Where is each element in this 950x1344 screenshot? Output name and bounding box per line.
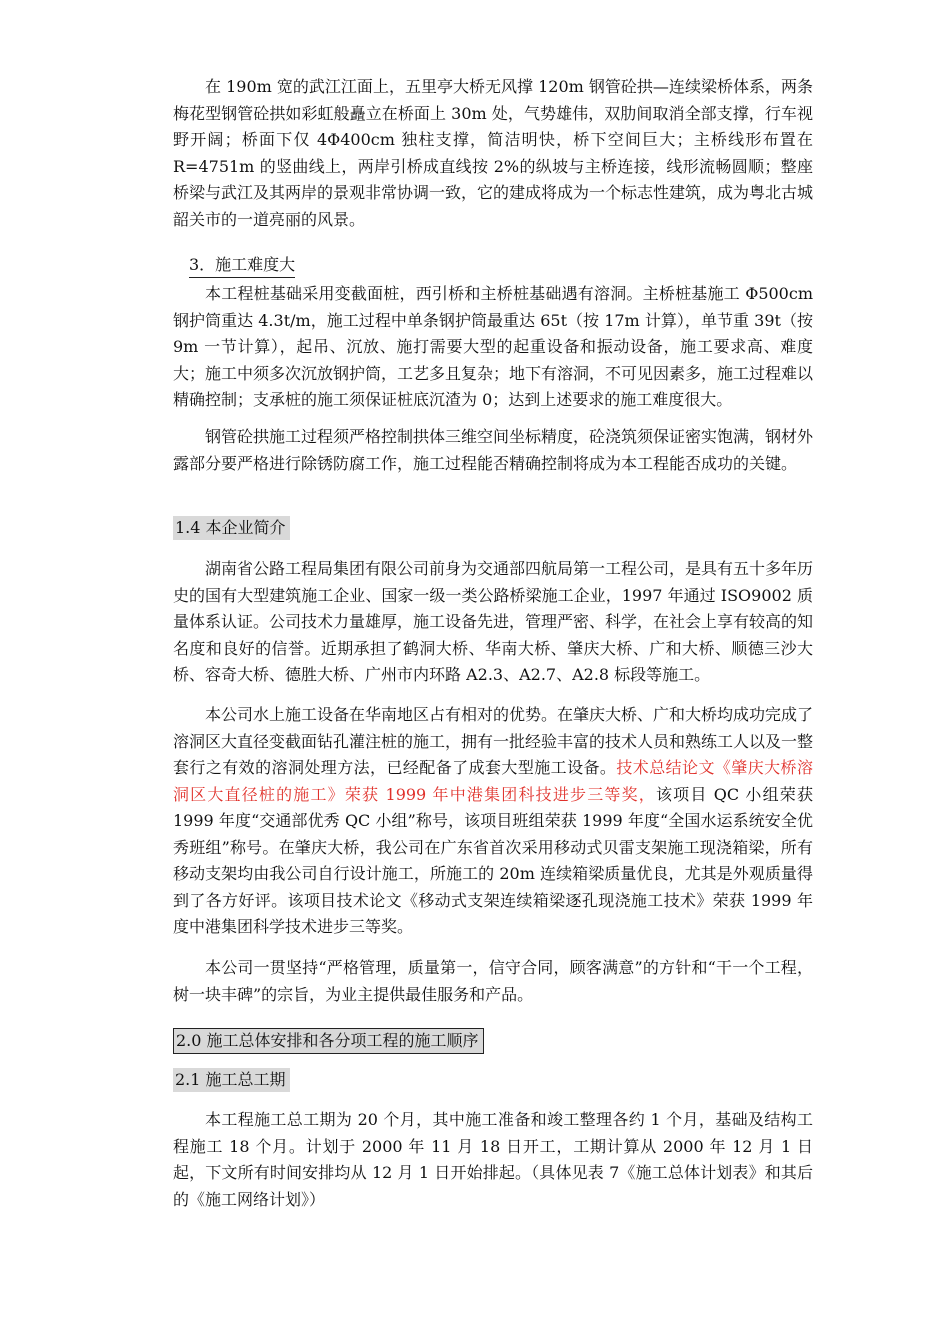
paragraph-bridge-description: 在 190m 宽的武江江面上，五里亭大桥无风撑 120m 钢管砼拱—连续梁桥体系，两条梅花型钢管砼拱如彩虹般矗立在桥面上 30m 处，气势雄伟，双肋间取消全部支撑，行车视野开阔；桥面下仅 4Φ400cm 独柱支撑，简洁明快，桥下空间巨大；主桥线形布置在 R=4751m 的竖曲线上，两岸引桥成直线按 2%的纵坡与主桥连接，线形流畅圆顺；整座桥梁与武江及其两岸的景观非常协调一致，它的建成将成为一个标志性建筑，成为粤北古城韶关市的一道亮丽的风景。 — [173, 77, 814, 229]
paragraph-company-history: 湖南省公路工程局集团有限公司前身为交通部四航局第一工程公司，是具有五十多年历史的国有大型建筑施工企业、国家一级一类公路桥梁施工企业，1997 年通过 ISO9002 质量体系认证。公司技术力量雄厚，施工设备先进，管理严密、科学，在社会上享有较高的知名度和良好的信誉。近期承担了鹤洞大桥、华南大桥、肇庆大桥、广和大桥、顺德三沙大桥、容奇大桥、德胜大桥、广州市内环路 A2.3、A2.7、A2.8 标段等施工。 — [173, 559, 814, 684]
heading-total-duration: 2.1 施工总工期 — [173, 1068, 290, 1092]
paragraph-steel-arch: 钢管砼拱施工过程须严格控制拱体三维空间坐标精度，砼浇筑须保证密实饱满，钢材外露部分要严格进行除锈防腐工作，施工过程能否精确控制将成为本工程能否成功的关键。 — [173, 427, 814, 473]
paragraph-schedule: 本工程施工总工期为 20 个月，其中施工准备和竣工整理各约 1 个月，基础及结构工程施工 18 个月。计划于 2000 年 11 月 18 日开工，工期计算从 2000 年 12 月 1 日起，下文所有时间安排均从 12 月 1 日开始排起。（具体见表 7《施工总体计划表》和其后的《施工网络计划》） — [173, 1110, 813, 1209]
heading-company-intro: 1.4 本企业简介 — [173, 516, 290, 540]
equipment-text: 本公司水上施工设备在华南地区占有相对的优势。在肇庆大桥、广和大桥均成功完成了溶洞区大直径变截面钻孔灌注桩的施工，拥有一批经验丰富的技术人员和熟练工人以及一整套行之有效的溶洞处理方法，已经配备了成套大型施工设备。 — [173, 705, 814, 777]
heading-construction-difficulty: 3．施工难度大 — [189, 253, 295, 278]
award-highlight: 技术总结论文《肇庆大桥溶洞区大直径桩的施工》荣获 1999 年中港集团科技进步三等奖， — [173, 758, 813, 804]
paragraph-company-policy: 本公司一贯坚持“严格管理，质量第一，信守合同，顾客满意”的方针和“干一个工程，树一块丰碑”的宗旨，为业主提供最佳服务和产品。 — [173, 958, 813, 1004]
paragraph-pile-foundation: 本工程桩基础采用变截面桩，西引桥和主桥桩基础遇有溶洞。主桥桩基施工 Φ500cm 钢护筒重达 4.3t/m，施工过程中单条钢护筒最重达 65t（按 17m 计算），单节重 39t（按 9m 一节计算），起吊、沉放、施打需要大型的起重设备和振动设备，施工要求高、难度大；施工中须多次沉放钢护筒，工艺多且复杂；地下有溶洞，不可见因素多，施工过程难以精确控制；支承桩的施工须保证桩底沉渣为 0；达到上述要求的施工难度很大。 — [173, 284, 814, 409]
heading-overall-arrangement: 2.0 施工总体安排和各分项工程的施工顺序 — [173, 1028, 484, 1054]
paragraph-equipment-awards — [173, 702, 813, 941]
awards-text: 该项目 QC 小组荣获 1999 年度“交通部优秀 QC 小组”称号，该项目班组荣获 1999 年度“全国水运系统安全优秀班组”称号。在肇庆大桥，我公司在广东省首次采用移动式贝雷支架施工现浇箱梁，所有移动支架均由我公司自行设计施工，所施工的 20m 连续箱梁质量优良，尤其是外观质量得到了各方好评。该项目技术论文《移动式支架连续箱梁逐孔现浇施工技术》荣获 1999 年度中港集团科学技术进步三等奖。 — [173, 784, 813, 936]
